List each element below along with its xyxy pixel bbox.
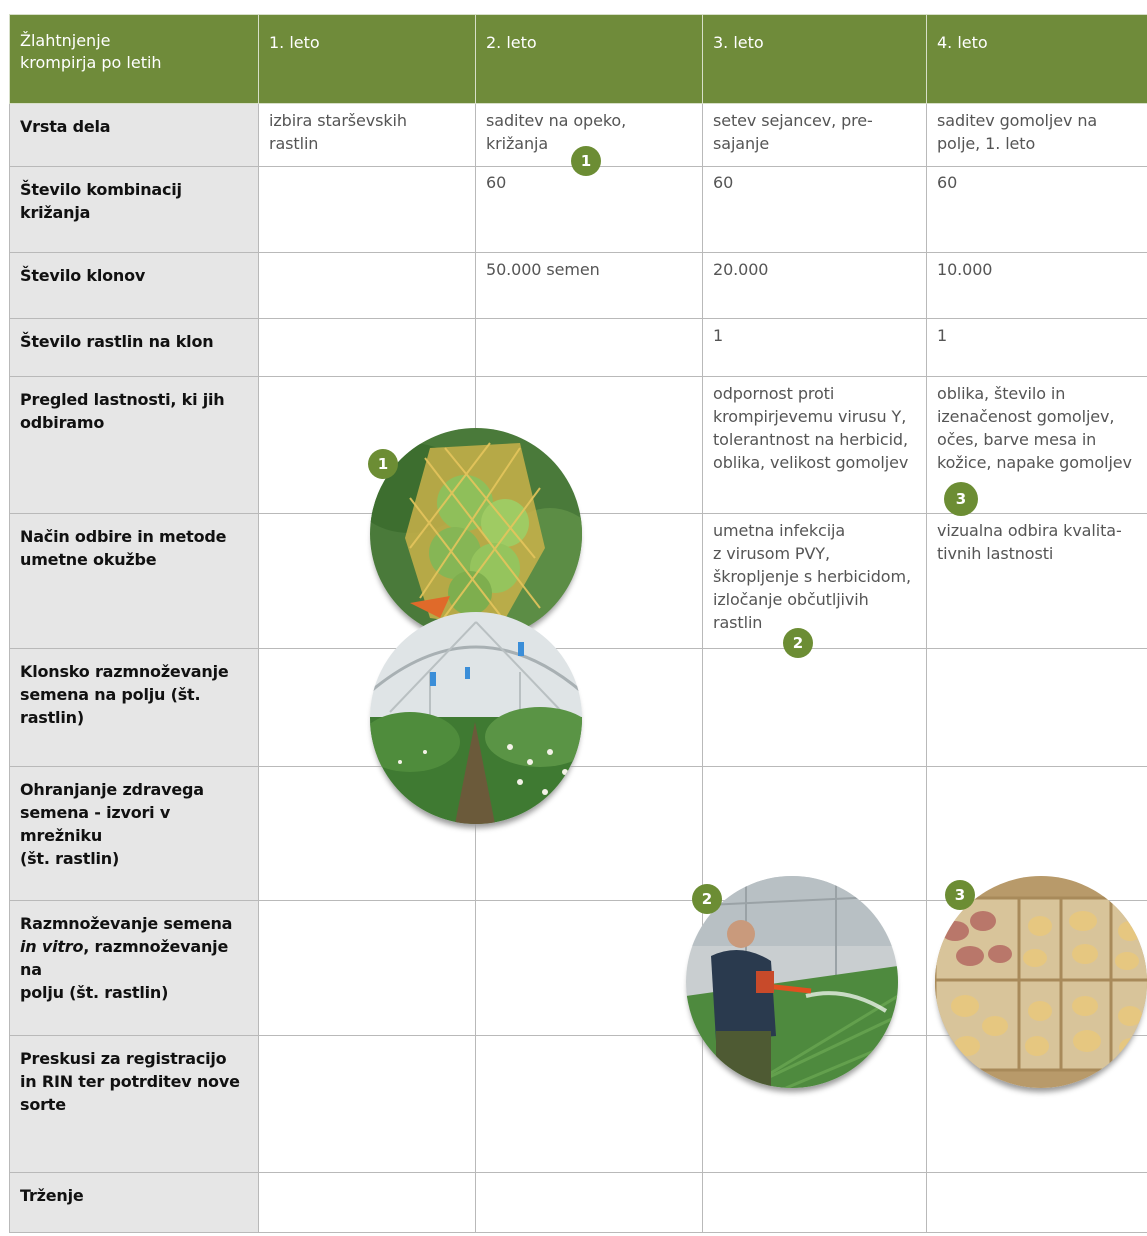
- row-label: [10, 514, 259, 649]
- table-cell: 60: [703, 167, 927, 253]
- badge-3-photo: 3: [945, 880, 975, 910]
- header-year-2: 2. leto: [476, 15, 703, 104]
- badge-2-table: 2: [783, 628, 813, 658]
- table-cell: [259, 1173, 476, 1233]
- table-row: [10, 1173, 1147, 1233]
- table-cell: 10.000: [927, 253, 1147, 319]
- label-line: Pregled lastnosti, ki jih: [20, 390, 225, 409]
- cell-line: izenačenost gomoljev,: [937, 407, 1115, 426]
- potato-berries-photo: [370, 428, 582, 640]
- label-line: odbiramo: [20, 413, 105, 432]
- header-year-4: 4. leto: [927, 15, 1147, 104]
- cell-line: rastlin: [713, 613, 763, 632]
- table-cell: [927, 1173, 1147, 1233]
- corner-title-line2: krompirja po letih: [20, 53, 162, 72]
- table-cell: [927, 104, 1147, 167]
- table-cell: [476, 319, 703, 377]
- table-cell: [476, 1173, 703, 1233]
- cell-line: škropljenje s herbicidom,: [713, 567, 911, 586]
- table-cell: [927, 649, 1147, 767]
- table-cell: [259, 104, 476, 167]
- table-cell: [703, 104, 927, 167]
- row-label: [10, 767, 259, 901]
- cell-line: umetna infekcija: [713, 521, 846, 540]
- cell-line: polje, 1. leto: [937, 134, 1036, 153]
- table-cell: 20.000: [703, 253, 927, 319]
- table-cell: 1: [927, 319, 1147, 377]
- label-line: Preskusi za registracijo: [20, 1049, 227, 1068]
- table-cell: [927, 514, 1147, 649]
- row-label: Vrsta dela: [10, 104, 259, 167]
- label-line: umetne okužbe: [20, 550, 157, 569]
- row-label: [10, 901, 259, 1036]
- label-line: sorte: [20, 1095, 66, 1114]
- table-cell: [259, 253, 476, 319]
- table-row: [10, 167, 1147, 253]
- table-cell: [259, 319, 476, 377]
- table-cell: [703, 1173, 927, 1233]
- table-row: [10, 319, 1147, 377]
- table-cell: [703, 377, 927, 514]
- table-cell: [259, 167, 476, 253]
- greenhouse-image: [370, 612, 582, 824]
- table-cell: 60: [927, 167, 1147, 253]
- table-cell: 50.000 semen: [476, 253, 703, 319]
- table-cell: [259, 901, 476, 1036]
- table-row: [10, 767, 1147, 901]
- row-label: Število kombinacij križanja: [10, 167, 259, 253]
- label-line: rastlin): [20, 708, 84, 727]
- row-label: [10, 377, 259, 514]
- header-year-1: 1. leto: [259, 15, 476, 104]
- table-cell: 60: [476, 167, 703, 253]
- cell-line: z virusom PVY,: [713, 544, 830, 563]
- label-line: in RIN ter potrditev nove: [20, 1072, 240, 1091]
- badge-1-photo: 1: [368, 449, 398, 479]
- header-corner: [10, 15, 259, 104]
- table-cell: 1: [703, 319, 927, 377]
- cell-line: oblika, število in: [937, 384, 1066, 403]
- cell-line: saditev gomoljev na: [937, 111, 1098, 130]
- cell-line: saditev na opeko,: [486, 111, 627, 130]
- cell-line: izločanje občutljivih: [713, 590, 869, 609]
- table-cell: [259, 1036, 476, 1173]
- cell-line: tolerantnost na herbicid,: [713, 430, 908, 449]
- cell-line: rastlin: [269, 134, 319, 153]
- label-line: , razmnoževanje na: [20, 937, 229, 979]
- cell-line: oblika, velikost gomoljev: [713, 453, 909, 472]
- badge-1-table: 1: [571, 146, 601, 176]
- label-line: Ohranjanje zdravega: [20, 780, 204, 799]
- cell-line: tivnih lastnosti: [937, 544, 1054, 563]
- row-label: Število klonov: [10, 253, 259, 319]
- potato-berries-image: [370, 428, 582, 640]
- row-label: [10, 1036, 259, 1173]
- label-line: semena na polju (št.: [20, 685, 201, 704]
- cell-line: vizualna odbira kvalita-: [937, 521, 1122, 540]
- header-row: [10, 15, 1147, 104]
- table-cell: [476, 1036, 703, 1173]
- table-cell: [476, 901, 703, 1036]
- cell-line: setev sejancev, pre-: [713, 111, 873, 130]
- row-label: Trženje: [10, 1173, 259, 1233]
- row-label: Število rastlin na klon: [10, 319, 259, 377]
- label-line: polju (št. rastlin): [20, 983, 169, 1002]
- cell-line: sajanje: [713, 134, 770, 153]
- cell-line: očes, barve mesa in: [937, 430, 1097, 449]
- table-row: [10, 253, 1147, 319]
- label-line: Način odbire in metode: [20, 527, 227, 546]
- badge-3-table: 3: [944, 482, 978, 516]
- table-cell: [703, 649, 927, 767]
- label-line: Razmnoževanje semena: [20, 914, 233, 933]
- table-cell: [703, 514, 927, 649]
- cell-line: krompirjevemu virusu Y,: [713, 407, 907, 426]
- row-label: [10, 649, 259, 767]
- badge-2-photo: 2: [692, 884, 722, 914]
- cell-line: odpornost proti: [713, 384, 835, 403]
- label-line: Klonsko razmnoževanje: [20, 662, 229, 681]
- cell-line: križanja: [486, 134, 549, 153]
- cell-line: izbira starševskih: [269, 111, 407, 130]
- corner-title-line1: Žlahtnjenje: [20, 31, 111, 50]
- label-line: semena - izvori v mrežniku: [20, 803, 171, 845]
- cell-line: kožice, napake gomoljev: [937, 453, 1132, 472]
- header-year-3: 3. leto: [703, 15, 927, 104]
- label-emphasis: in vitro: [20, 937, 84, 956]
- label-line: (št. rastlin): [20, 849, 120, 868]
- greenhouse-photo: [370, 612, 582, 824]
